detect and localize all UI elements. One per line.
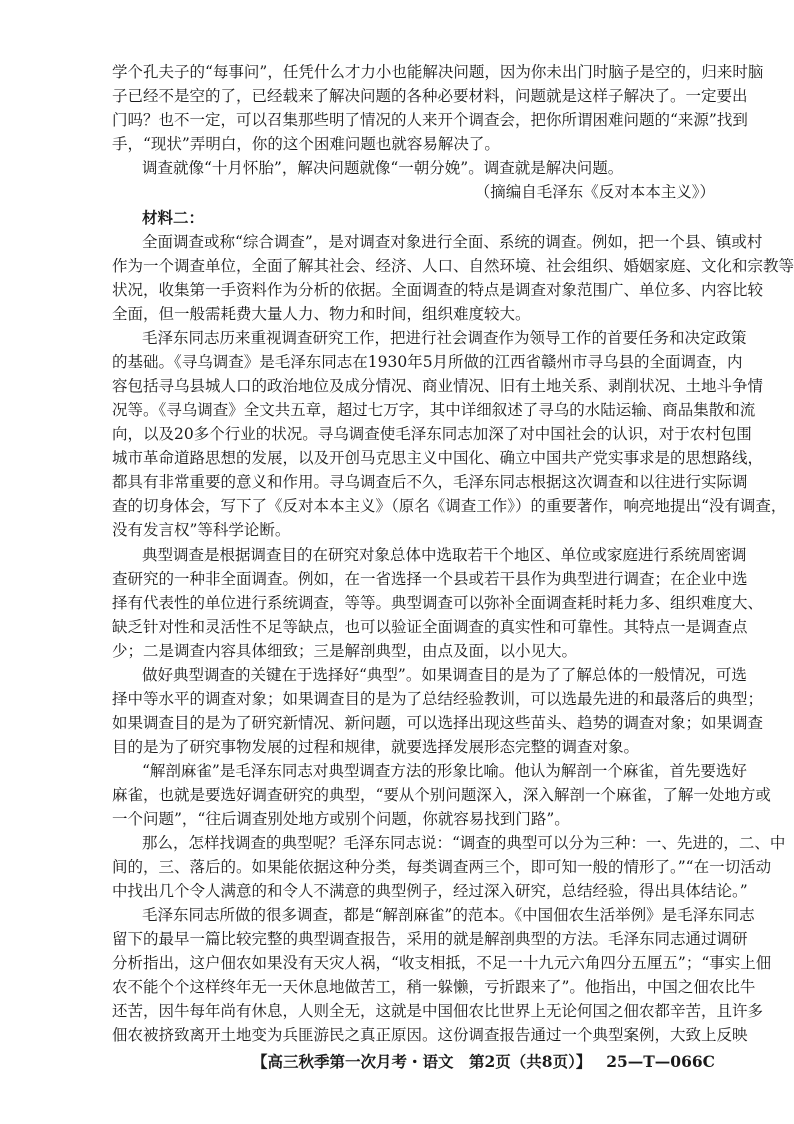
text-line: 手，“现状”弄明白，你的这个困难问题也就容易解决了。 [112, 135, 500, 153]
text-line: 一个问题”，“往后调查别处地方或别个问题，你就容易找到门路”。 [112, 810, 570, 828]
text-line: 查研究的一种非全面调查。例如，在一省选择一个县或若干县作为典型进行调查；在企业中选 [112, 570, 748, 588]
footer-code: 25—T—066C [606, 1052, 715, 1071]
text-line: 分析指出，这户佃农如果没有天灾人祸，“收支相抵，不足一十九元六角四分五厘五”；“事实上佃 [112, 954, 772, 972]
text-line: 子已经不是空的了，已经载来了解决问题的各种必要材料，问题就是这样子解决了。一定要出 [112, 87, 748, 105]
text-line: 农不能个个这样终年无一天休息地做苦工，稍一躲懒，亏折跟来了”。他指出，中国之佃农比牛 [112, 978, 756, 996]
text-line: 都具有非常重要的意义和作用。寻乌调查后不久，毛泽东同志根据这次调查和以往进行实际调 [112, 473, 748, 491]
text-line: 没有发言权”等科学论断。 [112, 521, 291, 539]
text-line: 向，以及20多个行业的状况。寻乌调查使毛泽东同志加深了对中国社会的认识，对于农村包围 [112, 425, 752, 443]
text-line: 择有代表性的单位进行系统调查，等等。典型调查可以弥补全面调查耗时耗力多、组织难度大、 [112, 594, 764, 612]
text-line: 城市革命道路思想的发展，以及开创马克思主义中国化、确立中国共产党实事求是的思想路线， [112, 449, 764, 467]
text-line: 门吗？也不一定，可以召集那些明了情况的人来开个调查会，把你所谓困难问题的“来源”找到 [112, 111, 748, 129]
text-line: 容包括寻乌县城人口的政治地位及成分情况、商业情况、旧有土地关系、剥削状况、土地斗争情 [112, 377, 764, 395]
text-line: 况等。《寻乌调查》全文共五章，超过七万字，其中详细叙述了寻乌的水陆运输、商品集散和流 [112, 401, 756, 419]
text-line: 如果调查目的是为了研究新情况、新问题，可以选择出现这些苗头、趋势的调查对象；如果调查 [112, 714, 764, 732]
text-line: 全面，但一般需耗费大量人力、物力和时间，组织难度较大。 [112, 305, 531, 323]
footer-title: 【高三秋季第一次月考・语文 第2页（共8页）】 [252, 1052, 592, 1071]
text-line: 调查就像“十月怀胎”，解决问题就像“一朝分娩”。调查就是解决问题。 [142, 159, 624, 177]
text-line: 缺乏针对性和灵活性不足等缺点，也可以验证全面调查的真实性和可靠性。其特点一是调查点 [112, 618, 748, 636]
text-line: 还苦，因牛每年尚有休息，人则全无，这就是中国佃农比世界上无论何国之佃农都辛苦，且许多 [112, 1002, 764, 1020]
text-line: 择中等水平的调查对象；如果调查目的是为了总结经验教训，可以选最先进的和最落后的典型； [112, 690, 764, 708]
text-line: 查的切身体会，写下了《反对本本主义》（原名《调查工作》）的重要著作，响亮地提出“没有调查， [112, 497, 787, 515]
text-line: 学个孔夫子的“每事问”，任凭什么才力小也能解决问题，因为你未出门时脑子是空的，归来时脑 [112, 63, 764, 81]
text-line: 做好典型调查的关键在于选择好“典型”。如果调查目的是为了了解总体的一般情况，可选 [142, 666, 747, 684]
text-line: 典型调查是根据调查目的在研究对象总体中选取若干个地区、单位或家庭进行系统周密调 [142, 546, 747, 564]
text-line: 全面调查或称“综合调查”，是对调查对象进行全面、系统的调查。例如，把一个县、镇或村 [142, 233, 763, 251]
text-line: 间的，三、落后的。如果能依据这种分类，每类调查两三个，即可知一般的情形了。”“在一切活动 [112, 858, 772, 876]
text-line: 的基础。《寻乌调查》是毛泽东同志在1930年5月所做的江西省赣州市寻乌县的全面调查，内 [112, 353, 743, 371]
text-line: 目的是为了研究事物发展的过程和规律，就要选择发展形态完整的调查对象。 [112, 738, 640, 756]
text-line: 麻雀，也就是要选好调查研究的典型，“要从个别问题深入，深入解剖一个麻雀，了解一处地方或 [112, 786, 771, 804]
page-footer [112, 1052, 715, 1072]
section-heading: 材料二： [142, 208, 205, 227]
text-line: 毛泽东同志所做的很多调查，都是“解剖麻雀”的范本。《中国佃农生活举例》是毛泽东同志 [142, 906, 755, 924]
text-line: 毛泽东同志历来重视调查研究工作，把进行社会调查作为领导工作的首要任务和决定政策 [142, 329, 747, 347]
source-citation: （摘编自毛泽东《反对本本主义》） [474, 183, 715, 201]
text-line: 作为一个调查单位，全面了解其社会、经济、人口、自然环境、社会组织、婚姻家庭、文化和宗教等 [112, 257, 794, 275]
text-line: 中找出几个令人满意的和令人不满意的典型例子，经过深入研究，总结经验，得出具体结论。” [112, 882, 748, 900]
text-line: “解剖麻雀”是毛泽东同志对典型调查方法的形象比喻。他认为解剖一个麻雀，首先要选好 [142, 762, 747, 780]
text-line: 状况，收集第一手资料作为分析的依据。全面调查的特点是调查对象范围广、单位多、内容比较 [112, 281, 764, 299]
text-line: 留下的最早一篇比较完整的典型调查报告，采用的就是解剖典型的方法。毛泽东同志通过调研 [112, 930, 748, 948]
text-line: 那么，怎样找调查的典型呢？毛泽东同志说：“调查的典型可以分为三种：一、先进的，二、中 [142, 834, 786, 852]
text-line: 佃农被挤致离开土地变为兵匪游民之真正原因。这份调查报告通过一个典型案例，大致上反映 [112, 1026, 748, 1044]
text-line: 少；二是调查内容具体细致；三是解剖典型，由点及面，以小见大。 [112, 642, 578, 660]
